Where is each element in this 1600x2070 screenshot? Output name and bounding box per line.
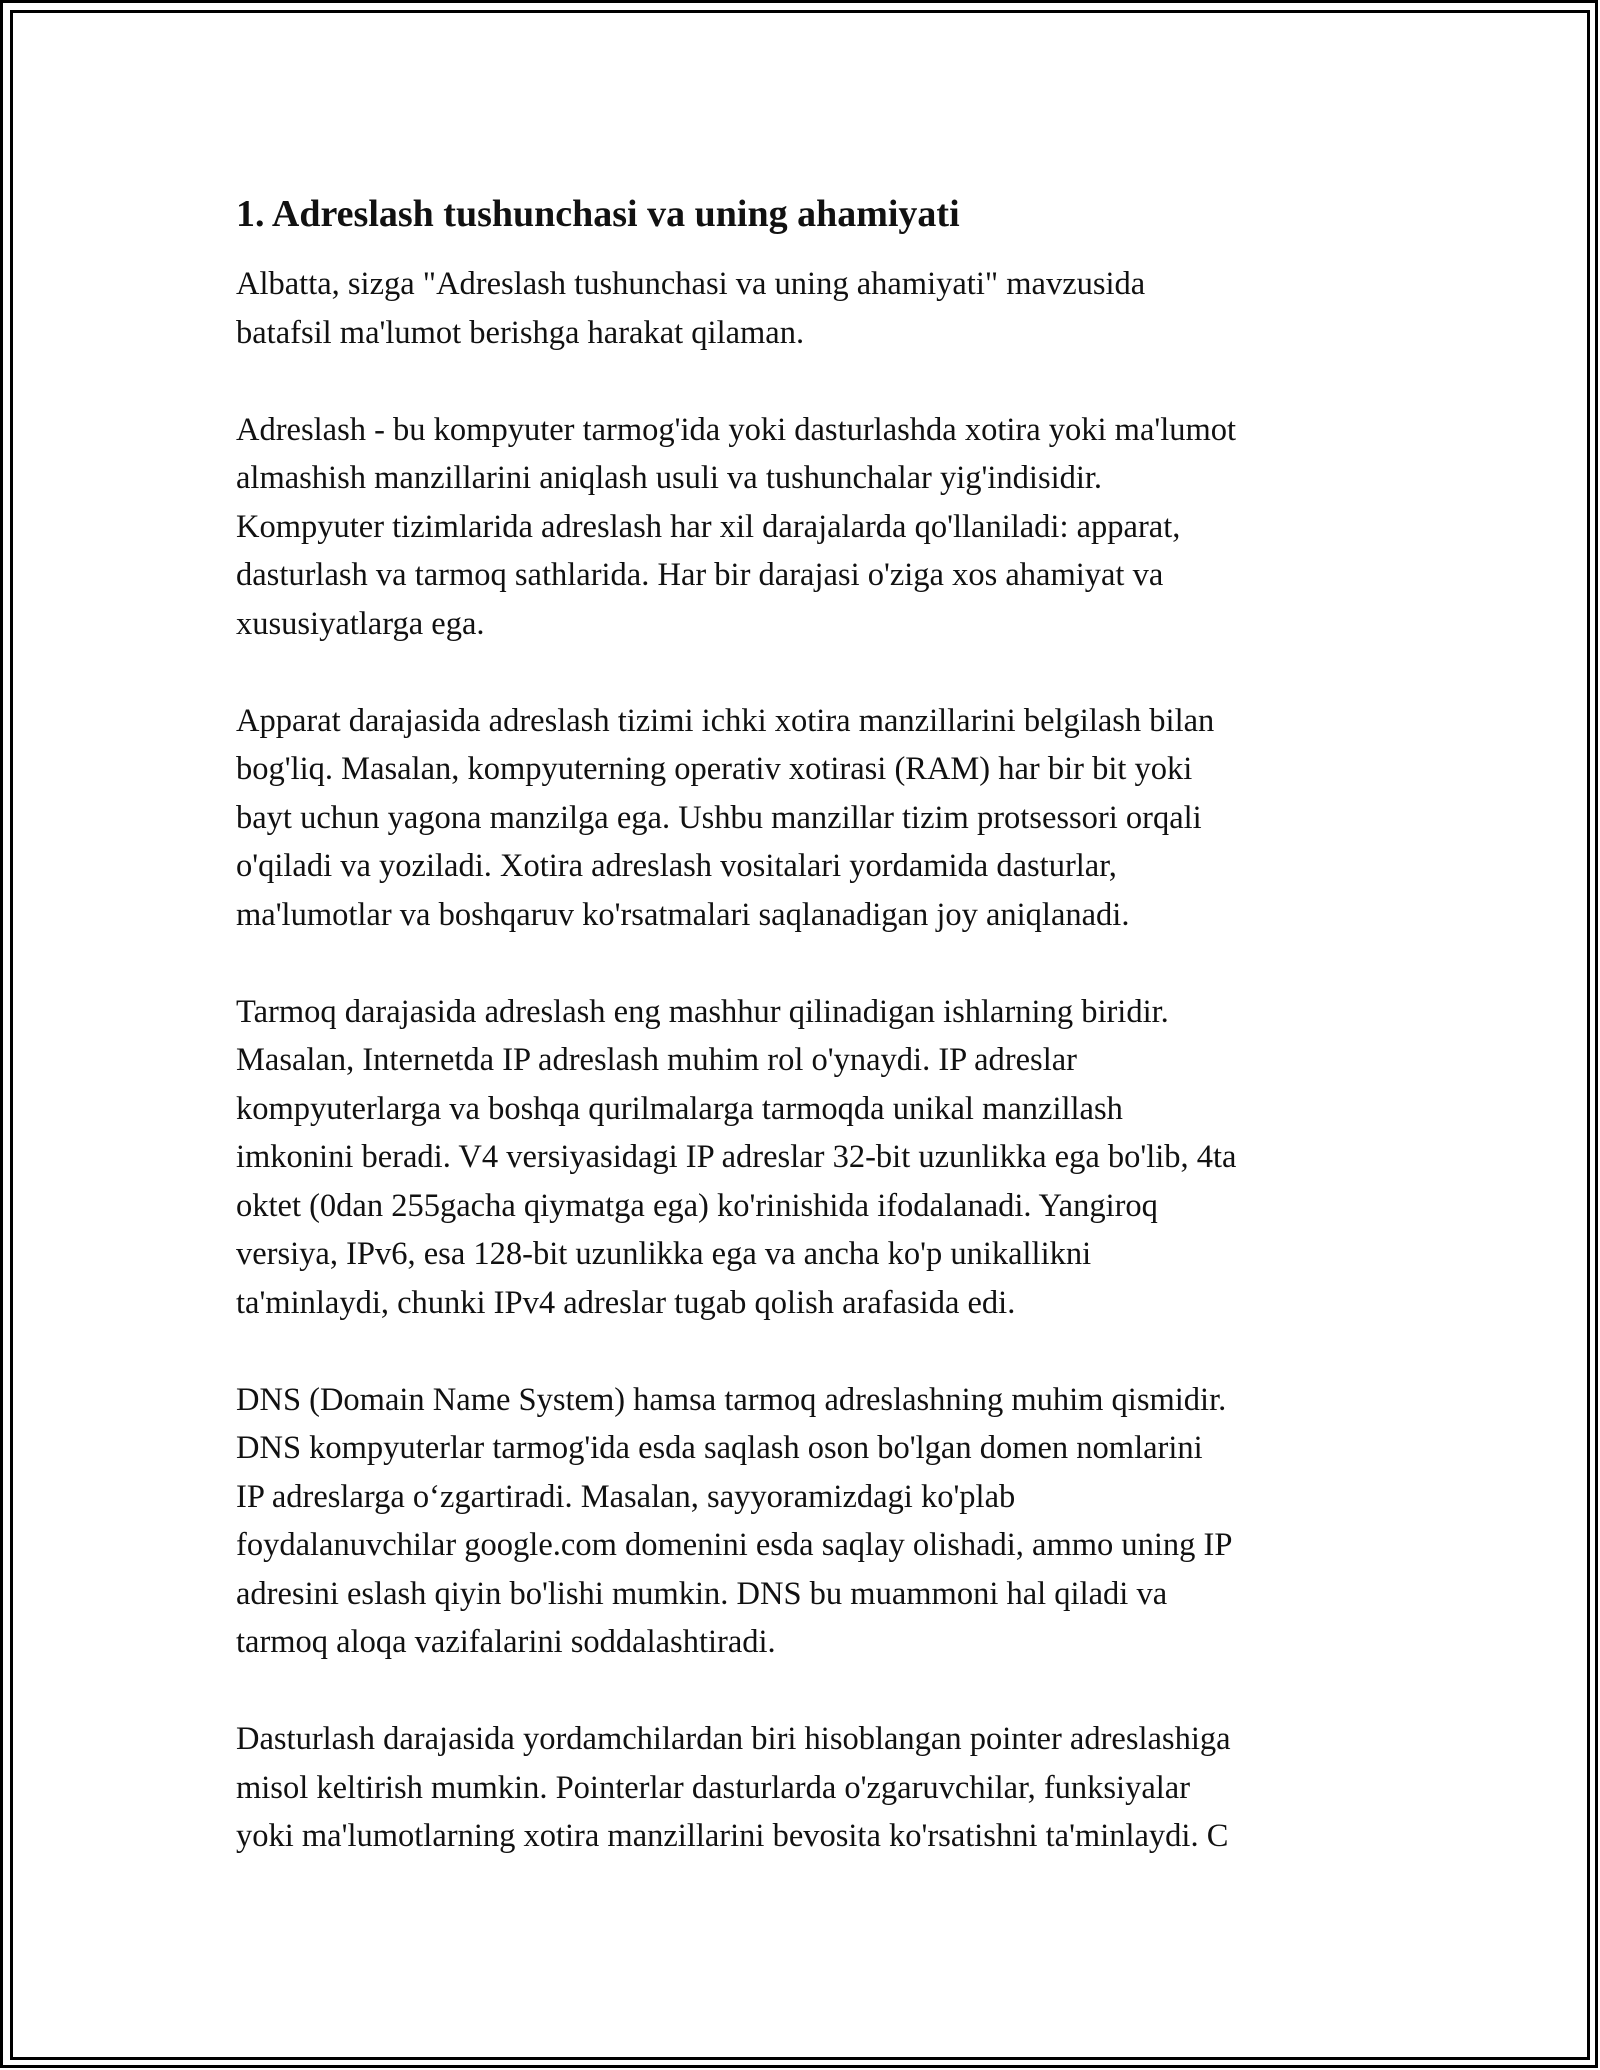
text-line: Kompyuter tizimlarida adreslash har xil darajalarda qo'llaniladi: apparat, bbox=[236, 508, 1181, 545]
text-line: foydalanuvchilar google.com domenini esda saqlay olishadi, ammo uning IP bbox=[236, 1527, 1233, 1563]
text-line: IP adreslarga oʻzgartiradi. Masalan, sayyoramizdagi ko'plab bbox=[236, 1478, 1016, 1515]
paragraph-dns bbox=[236, 1376, 1376, 1667]
text-line: DNS (Domain Name System) hamsa tarmoq adreslashning muhim qismidir. bbox=[236, 1381, 1227, 1418]
text-line: tarmoq aloqa vazifalarini soddalashtiradi. bbox=[236, 1624, 776, 1660]
text-line: imkonini beradi. V4 versiyasidagi IP adreslar 32-bit uzunlikka ega bo'lib, 4ta bbox=[236, 1139, 1237, 1175]
paragraph-intro bbox=[236, 260, 1376, 357]
document-heading: 1. Adreslash tushunchasi va uning ahamiyati bbox=[236, 193, 960, 235]
text-line: dasturlash va tarmoq sathlarida. Har bir darajasi o'ziga xos ahamiyat va bbox=[236, 557, 1164, 593]
text-line: Masalan, Internetda IP adreslash muhim rol o'ynaydi. IP adreslar bbox=[236, 1042, 1077, 1078]
text-line: Albatta, sizga "Adreslash tushunchasi va uning ahamiyati" mavzusida bbox=[236, 266, 1146, 302]
paragraph-programming-level bbox=[236, 1715, 1376, 1861]
text-line: xususiyatlarga ega. bbox=[236, 605, 485, 642]
text-line: DNS kompyuterlar tarmog'ida esda saqlash oson bo'lgan domen nomlarini bbox=[236, 1430, 1203, 1466]
paragraph-hardware-level bbox=[236, 697, 1376, 940]
paragraph-network-level bbox=[236, 988, 1376, 1328]
text-line: Adreslash - bu kompyuter tarmog'ida yoki dasturlashda xotira yoki ma'lumot bbox=[236, 411, 1237, 448]
text-line: Apparat darajasida adreslash tizimi ichki xotira manzillarini belgilash bilan bbox=[236, 702, 1215, 739]
text-line: Dasturlash darajasida yordamchilardan biri hisoblangan pointer adreslashiga bbox=[236, 1721, 1231, 1757]
text-line: misol keltirish mumkin. Pointerlar dasturlarda o'zgaruvchilar, funksiyalar bbox=[236, 1769, 1191, 1806]
text-line: o'qiladi va yoziladi. Xotira adreslash vositalari yordamida dasturlar, bbox=[236, 848, 1117, 884]
text-line: yoki ma'lumotlarning xotira manzillarini bevosita ko'rsatishni ta'minlaydi. C bbox=[236, 1818, 1229, 1854]
text-line: batafsil ma'lumot berishga harakat qilaman. bbox=[236, 314, 805, 351]
text-line: ma'lumotlar va boshqaruv ko'rsatmalari saqlanadigan joy aniqlanadi. bbox=[236, 896, 1130, 933]
text-line: versiya, IPv6, esa 128-bit uzunlikka ega va ancha ko'p unikallikni bbox=[236, 1236, 1092, 1272]
document-body bbox=[236, 188, 1376, 1909]
text-line: bayt uchun yagona manzilga ega. Ushbu manzillar tizim protsessori orqali bbox=[236, 799, 1202, 836]
text-line: kompyuterlarga va boshqa qurilmalarga tarmoqda unikal manzillash bbox=[236, 1090, 1123, 1127]
text-line: ta'minlaydi, chunki IPv4 adreslar tugab qolish arafasida edi. bbox=[236, 1284, 1016, 1321]
text-line: oktet (0dan 255gacha qiymatga ega) ko'rinishida ifodalanadi. Yangiroq bbox=[236, 1187, 1158, 1224]
text-line: Tarmoq darajasida adreslash eng mashhur qilinadigan ishlarning biridir. bbox=[236, 993, 1169, 1030]
paragraph-definition bbox=[236, 406, 1376, 649]
text-line: almashish manzillarini aniqlash usuli va tushunchalar yig'indisidir. bbox=[236, 460, 1103, 496]
text-line: bog'liq. Masalan, kompyuterning operativ xotirasi (RAM) har bir bit yoki bbox=[236, 751, 1193, 787]
text-line: adresini eslash qiyin bo'lishi mumkin. DNS bu muammoni hal qiladi va bbox=[236, 1575, 1168, 1612]
